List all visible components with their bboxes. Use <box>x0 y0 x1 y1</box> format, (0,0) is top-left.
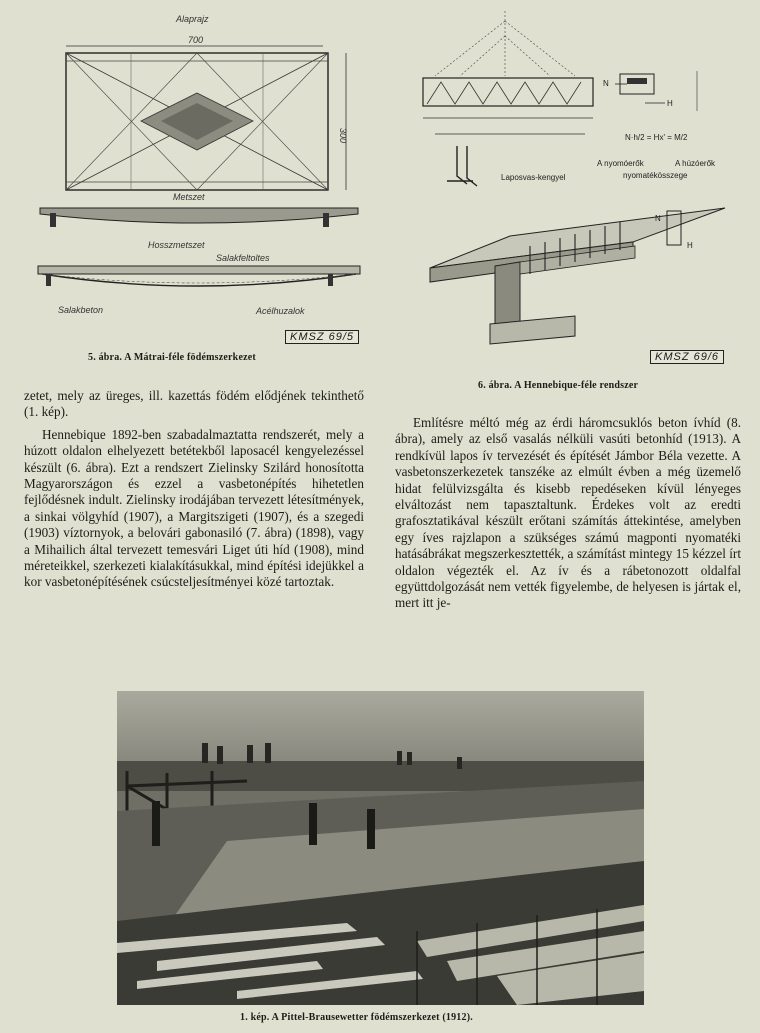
figure-5-stamp: KMSZ 69/5 <box>285 330 359 344</box>
figure-6-drawing <box>405 6 750 361</box>
figure-6-caption: 6. ábra. A Hennebique-féle rendszer <box>478 380 639 391</box>
figure-5-caption: 5. ábra. A Mátrai-féle födémszerkezet <box>88 352 256 363</box>
photo-caption: 1. kép. A Pittel-Brausewetter födémszerkezet (1912). <box>240 1012 473 1023</box>
label-salakbeton: Salakbeton <box>58 305 104 315</box>
label-huzoerok: A húzóerők <box>675 159 716 168</box>
label-acelhuzalok: Acélhuzalok <box>256 306 305 316</box>
right-text-column <box>395 415 741 612</box>
label-formula: N·h/2 = Hx' = M/2 <box>625 133 688 142</box>
label-nyomatekossege: nyomatékösszege <box>623 171 688 180</box>
label-nyomoerok: A nyomóerők <box>597 159 644 168</box>
left-text-column <box>24 388 364 591</box>
label-laposvas-kengyel: Laposvas-kengyel <box>501 173 566 182</box>
label-h-top: H <box>667 99 673 108</box>
construction-photo <box>117 691 644 1005</box>
label-n-bottom: N <box>655 214 661 223</box>
label-h-bottom: H <box>687 241 693 250</box>
figure-5-drawing <box>28 8 368 343</box>
label-hosszmetszet: Hosszmetszet <box>148 240 205 250</box>
label-n-top: N <box>603 79 609 88</box>
label-metszet: Metszet <box>173 192 205 202</box>
label-dim-700: 700 <box>188 35 204 45</box>
right-paragraph-1: Említésre méltó még az érdi háromcsuklós beton ívhíd (8. ábra), amely az első vasalás nélküli vasúti betonhíd (1913). A rendkívül lapos ív tervezését és építését Jámbor Béla vezette. A vasbetonszerkezetek tanszéke az elmúlt évben a még üzemelő hidat felülvizsgálta és kisebb repedéseken kívül lényeges elváltozást nem tapasztaltunk. Érdekes volt az eredti grafosztatikával készült erőtani számítás áttekintése, amelyben egy íves rajzlapon a szükséges számú magponti nyomatéki hatásábrákat megszerkesztették, a számítást mintegy 15 kézzel írt oldalon végezték el. Az ív és a rábetonozott oldalfal együttdolgozását nem vették figyelembe, de helyesen is jártak el, mert itt je- <box>395 415 741 611</box>
left-paragraph-1: zetet, mely az üreges, ill. kazettás födém elődjének tekinthető (1. kép). <box>24 388 364 420</box>
label-dim-300: 300 <box>338 128 348 144</box>
figure-6-stamp: KMSZ 69/6 <box>650 350 724 364</box>
label-alaprajz: Alaprajz <box>176 14 209 24</box>
left-paragraph-2: Hennebique 1892-ben szabadalmaztatta rendszerét, mely a húzott oldalon elhelyezett betétekből laposacél kengyelezéssel készült (6. ábra). Ezt a rendszert Zielinsky Szilárd honosította Magyarországon és ezzel a vasbetonépítés hihetetlen fejlődésnek indult. Zielinsky irodájában tervezett létesítmények, a sinkai völgyhíd (1907), a Margitszigeti (1907), és a szegedi (1903) víztornyok, a belovári gabonasiló (7. ábra) (1898), vagy a Mihailich által tervezett temesvári Liget úti híd (1908), mind méreteikkel, szerkezeti kialakításukkal, mind építési idejükkel a kor vasbetonépítésének csúcsteljesítményei közé tartoztak. <box>24 426 364 590</box>
label-salakfeltoltes: Salakfeltoltes <box>216 253 270 263</box>
